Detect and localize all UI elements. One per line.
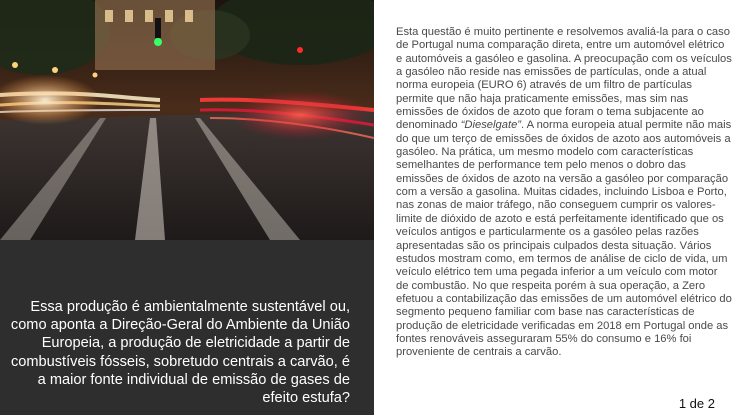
article-emphasis-dieselgate: “Dieselgate” [460, 119, 522, 132]
city-traffic-illustration [0, 0, 374, 240]
article-body [396, 26, 732, 360]
caption-question: Essa produção é ambientalmente sustentável ou, como aponta a Direção-Geral do Ambiente da União Europeia, a produção de eletricidade a partir de combustíveis fósseis, sobretudo centrais a carvão, é a maior fonte individual de emissão de gases de efeito estufa? [10, 299, 350, 407]
page-number: 1 de 2 [678, 396, 715, 411]
article-text-part-1: Esta questão é muito pertinente e resolvemos avaliá-la para o caso de Portugal numa comparação direta, entre um automóvel elétrico e automóveis a gasóleo e gasolina. A preocupação com os veículos a gasóleo não reside nas emissões de partículas, onde a atual norma europeia (EURO 6) através de um filtro de partículas permite que não haja praticamente emissões, mas sim nas emissões de óxidos de azoto que foram o tema subjacente ao denominado [396, 26, 732, 132]
city-traffic-night-photo [0, 0, 374, 240]
caption-panel [0, 240, 374, 415]
article-text-part-2: . A norma europeia atual permite não mais do que um terço de emissões de óxidos de azoto aos automóveis a gasóleo. Na prática, um mesmo modelo com características semelhantes de performance tem pelo menos o dobro das emissões de óxidos de azoto na versão a gasóleo por comparação com a versão a gasolina. Muitas cidades, incluindo Lisboa e Porto, nas zonas de maior tráfego, não conseguem cumprir os valores-limite de dióxido de azoto e está perfeitamente identificado que os veículos antigos e particularmente os a gasóleo pelas razões apresentadas são os principais culpados desta situação. Vários estudos mostram como, em termos de análise de ciclo de vida, um veículo elétrico tem uma pegada inferior a um veículo com motor de combustão. No que respeita porém à sua operação, a Zero efetuou a contabilização das emissões de um automóvel elétrico do segmento pequeno familiar com base nas características de produção de eletricidade verificadas em 2018 em Portugal onde as fontes renováveis asseguraram 55% do consumo e 16% foi proveniente de centrais a carvão. [396, 119, 732, 359]
